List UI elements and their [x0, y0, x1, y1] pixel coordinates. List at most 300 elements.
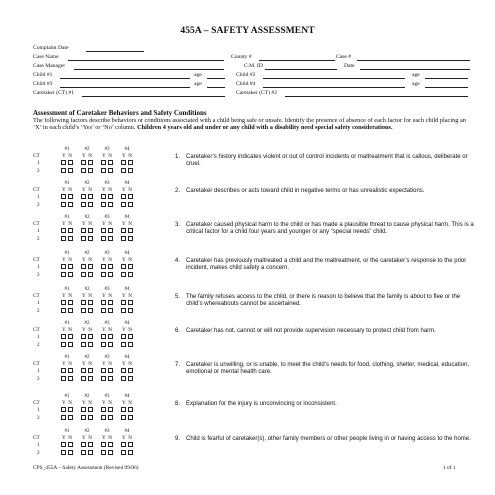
caretaker-row: [33, 236, 137, 242]
yes-no-checkbox-pair: [97, 168, 117, 174]
yes-no-label: [77, 400, 97, 406]
no-checkbox[interactable]: [88, 300, 93, 305]
caretaker-row-label: 1: [37, 407, 40, 413]
yes-checkbox[interactable]: [121, 376, 126, 381]
yes-checkbox[interactable]: [81, 300, 86, 305]
caretaker-row: [33, 450, 137, 456]
no-checkbox[interactable]: [68, 342, 73, 347]
caretaker-row: [33, 168, 137, 174]
caretaker-row-label: 2: [37, 376, 40, 382]
yes-checkbox[interactable]: [61, 168, 66, 173]
no-label: N: [88, 327, 93, 333]
yes-no-checkbox-pair: [97, 236, 117, 242]
no-checkbox[interactable]: [68, 334, 73, 339]
yes-no-checkbox-pair: [97, 194, 117, 200]
child1-field[interactable]: [60, 78, 190, 79]
yes-label: Y: [81, 361, 86, 367]
date-label: Date: [344, 63, 355, 69]
yes-label: Y: [61, 400, 66, 406]
child-number: #1: [64, 181, 70, 186]
case-manager-field[interactable]: [74, 69, 224, 70]
yes-checkbox[interactable]: [101, 368, 106, 373]
child-number: #1: [64, 147, 70, 152]
yes-no-checkbox-pair: [117, 272, 137, 278]
yes-no-checkbox-pair: [97, 376, 117, 382]
no-checkbox[interactable]: [128, 194, 133, 199]
caretaker2-field[interactable]: [285, 96, 468, 97]
yes-checkbox[interactable]: [81, 450, 86, 455]
child1-age-field[interactable]: [207, 78, 225, 79]
child2-age-field[interactable]: [425, 78, 468, 79]
child1-age-label: age: [194, 72, 202, 78]
yes-checkbox[interactable]: [121, 300, 126, 305]
no-checkbox[interactable]: [68, 407, 73, 412]
yes-checkbox[interactable]: [81, 264, 86, 269]
yes-checkbox[interactable]: [61, 264, 66, 269]
yes-no-label: [117, 435, 137, 441]
child-number: #4: [124, 251, 130, 256]
complaint-date-field[interactable]: [86, 51, 144, 52]
no-checkbox[interactable]: [108, 272, 113, 277]
item-text: Caretaker is unwilling, or is unable, to meet the child’s needs for food, clothing, shelter, medical, education, emotional or mental health care.: [186, 362, 470, 375]
yes-checkbox[interactable]: [61, 300, 66, 305]
caretaker-row: [33, 407, 137, 413]
item-number: 1.: [175, 154, 181, 160]
yes-label: Y: [81, 153, 86, 159]
child1-label: Child #1: [33, 72, 53, 78]
yes-no-checkbox-pair: [97, 368, 117, 374]
yes-no-label: [117, 361, 137, 367]
yes-no-checkbox-pair: [97, 342, 117, 348]
case-number-field[interactable]: [357, 60, 470, 61]
no-checkbox[interactable]: [128, 202, 133, 207]
yes-checkbox[interactable]: [101, 300, 106, 305]
no-checkbox[interactable]: [128, 272, 133, 277]
no-checkbox[interactable]: [88, 264, 93, 269]
child4-field[interactable]: [263, 87, 405, 88]
yes-checkbox[interactable]: [121, 202, 126, 207]
yes-label: Y: [81, 435, 86, 441]
caretaker-row: [33, 228, 137, 234]
yes-checkbox[interactable]: [121, 228, 126, 233]
no-checkbox[interactable]: [128, 450, 133, 455]
item-text: Caretaker has previously maltreated a child and the maltreatment, or the caretaker’s response to the prior incident, makes child safety a concern.: [186, 258, 467, 271]
yes-label: Y: [121, 327, 126, 333]
yes-checkbox[interactable]: [101, 450, 106, 455]
no-label: N: [88, 257, 93, 263]
no-checkbox[interactable]: [68, 272, 73, 277]
yes-no-checkbox-pair: [117, 228, 137, 234]
yes-no-checkbox-pair: [57, 264, 77, 270]
yes-checkbox[interactable]: [121, 342, 126, 347]
no-label: N: [68, 361, 73, 367]
case-name-field[interactable]: [68, 60, 224, 61]
no-checkbox[interactable]: [88, 442, 93, 447]
no-label: N: [88, 187, 93, 193]
ct-label: CT: [33, 153, 40, 159]
assessment-item: [33, 429, 478, 467]
county-field[interactable]: [259, 60, 335, 61]
no-checkbox[interactable]: [88, 236, 93, 241]
no-checkbox[interactable]: [108, 450, 113, 455]
no-checkbox[interactable]: [128, 334, 133, 339]
yes-no-checkbox-pair: [117, 202, 137, 208]
yes-no-label: [97, 293, 117, 299]
yes-checkbox[interactable]: [121, 160, 126, 165]
yes-no-checkbox-pair: [57, 194, 77, 200]
yes-checkbox[interactable]: [101, 334, 106, 339]
child-number: #2: [84, 215, 90, 220]
no-checkbox[interactable]: [88, 407, 93, 412]
no-checkbox[interactable]: [128, 228, 133, 233]
yes-checkbox[interactable]: [101, 415, 106, 420]
caretaker-row-label: 2: [37, 415, 40, 421]
no-checkbox[interactable]: [128, 300, 133, 305]
no-checkbox[interactable]: [68, 308, 73, 313]
yes-no-checkbox-pair: [117, 407, 137, 413]
caretaker-row: [33, 308, 137, 314]
yes-checkbox[interactable]: [121, 264, 126, 269]
no-checkbox[interactable]: [68, 228, 73, 233]
yes-no-checkbox-pair: [77, 407, 97, 413]
child-number: #2: [84, 147, 90, 152]
yes-checkbox[interactable]: [61, 368, 66, 373]
child4-age-field[interactable]: [425, 87, 468, 88]
yes-no-label: [57, 435, 77, 441]
date-field[interactable]: [360, 69, 470, 70]
no-label: N: [88, 435, 93, 441]
no-checkbox[interactable]: [68, 194, 73, 199]
no-checkbox[interactable]: [88, 376, 93, 381]
yes-checkbox[interactable]: [61, 236, 66, 241]
no-checkbox[interactable]: [108, 407, 113, 412]
yes-checkbox[interactable]: [61, 308, 66, 313]
caretaker-row-label: 2: [37, 168, 40, 174]
yes-checkbox[interactable]: [61, 202, 66, 207]
yes-label: Y: [81, 221, 86, 227]
yes-label: Y: [101, 153, 106, 159]
no-checkbox[interactable]: [88, 308, 93, 313]
yes-checkbox[interactable]: [121, 450, 126, 455]
caretaker-row: [33, 442, 137, 448]
yes-no-checkbox-pair: [57, 407, 77, 413]
yes-checkbox[interactable]: [101, 376, 106, 381]
no-checkbox[interactable]: [128, 264, 133, 269]
no-checkbox[interactable]: [128, 368, 133, 373]
yes-no-checkbox-pair: [97, 334, 117, 340]
no-checkbox[interactable]: [128, 168, 133, 173]
no-checkbox[interactable]: [128, 236, 133, 241]
child-number: #4: [124, 287, 130, 292]
caretaker-row: [33, 194, 137, 200]
caretaker-row: [33, 334, 137, 340]
no-checkbox[interactable]: [108, 442, 113, 447]
yes-no-label: [57, 327, 77, 333]
no-checkbox[interactable]: [88, 228, 93, 233]
item-text: Child is fearful of caretaker(s), other family members or other people living in or having access to the home.: [186, 436, 471, 442]
yes-checkbox[interactable]: [61, 407, 66, 412]
child2-field[interactable]: [263, 78, 405, 79]
no-checkbox[interactable]: [68, 236, 73, 241]
child-number: #2: [84, 394, 90, 399]
no-checkbox[interactable]: [88, 272, 93, 277]
yes-checkbox[interactable]: [61, 194, 66, 199]
item-number: 8.: [175, 401, 181, 407]
no-checkbox[interactable]: [128, 442, 133, 447]
caretaker-row: [33, 368, 137, 374]
yes-checkbox[interactable]: [81, 202, 86, 207]
caretaker-row-label: 1: [37, 334, 40, 340]
yes-checkbox[interactable]: [121, 168, 126, 173]
no-checkbox[interactable]: [88, 368, 93, 373]
yes-no-checkbox-pair: [57, 202, 77, 208]
yes-checkbox[interactable]: [101, 168, 106, 173]
yes-checkbox[interactable]: [121, 334, 126, 339]
no-checkbox[interactable]: [68, 202, 73, 207]
yes-no-header: [33, 187, 137, 193]
section-intro: [33, 117, 473, 132]
yes-label: Y: [61, 187, 66, 193]
no-checkbox[interactable]: [88, 342, 93, 347]
no-label: N: [88, 361, 93, 367]
no-checkbox[interactable]: [88, 168, 93, 173]
yes-no-checkbox-pair: [117, 376, 137, 382]
section-title: Assessment of Caretaker Behaviors and Safety Conditions: [33, 109, 207, 117]
yes-checkbox[interactable]: [101, 308, 106, 313]
yes-checkbox[interactable]: [121, 236, 126, 241]
yes-no-checkbox-pair: [97, 450, 117, 456]
yes-checkbox[interactable]: [61, 272, 66, 277]
yes-checkbox[interactable]: [61, 228, 66, 233]
yes-checkbox[interactable]: [81, 168, 86, 173]
yes-no-checkbox-pair: [117, 368, 137, 374]
yes-label: Y: [101, 187, 106, 193]
yes-no-checkbox-pair: [77, 415, 97, 421]
no-checkbox[interactable]: [108, 194, 113, 199]
no-label: N: [68, 327, 73, 333]
yes-no-header: [33, 293, 137, 299]
ct-label: CT: [33, 400, 40, 406]
yes-checkbox[interactable]: [101, 202, 106, 207]
yes-label: Y: [121, 293, 126, 299]
no-checkbox[interactable]: [88, 415, 93, 420]
yes-no-checkbox-pair: [77, 272, 97, 278]
no-checkbox[interactable]: [108, 334, 113, 339]
no-checkbox[interactable]: [68, 450, 73, 455]
no-checkbox[interactable]: [68, 264, 73, 269]
caretaker-row-label: 1: [37, 160, 40, 166]
caretaker1-label: Caretaker (CT) #1: [33, 90, 75, 96]
yes-checkbox[interactable]: [121, 194, 126, 199]
yes-checkbox[interactable]: [81, 368, 86, 373]
child-number: #4: [124, 394, 130, 399]
yes-checkbox[interactable]: [61, 450, 66, 455]
yes-checkbox[interactable]: [101, 194, 106, 199]
yes-checkbox[interactable]: [101, 342, 106, 347]
yes-checkbox[interactable]: [81, 228, 86, 233]
yes-no-checkbox-pair: [77, 168, 97, 174]
no-checkbox[interactable]: [88, 202, 93, 207]
ct-label: CT: [33, 221, 40, 227]
yes-checkbox[interactable]: [61, 376, 66, 381]
no-checkbox[interactable]: [108, 264, 113, 269]
no-checkbox[interactable]: [88, 194, 93, 199]
child-number: #3: [104, 429, 110, 434]
yes-checkbox[interactable]: [121, 272, 126, 277]
yes-no-checkbox-pair: [77, 450, 97, 456]
yes-checkbox[interactable]: [81, 272, 86, 277]
child3-age-label: age: [194, 81, 202, 87]
no-checkbox[interactable]: [68, 442, 73, 447]
caretaker-row: [33, 202, 137, 208]
caretaker-row-label: 1: [37, 228, 40, 234]
yes-checkbox[interactable]: [81, 160, 86, 165]
yes-checkbox[interactable]: [121, 368, 126, 373]
caretaker-row-label: 2: [37, 272, 40, 278]
yes-checkbox[interactable]: [81, 308, 86, 313]
yes-no-checkbox-pair: [77, 300, 97, 306]
yes-no-checkbox-pair: [77, 228, 97, 234]
caretaker-row-label: 1: [37, 442, 40, 448]
no-label: N: [68, 400, 73, 406]
yes-checkbox[interactable]: [101, 160, 106, 165]
yes-no-checkbox-pair: [97, 202, 117, 208]
yes-checkbox[interactable]: [61, 342, 66, 347]
yes-no-label: [77, 361, 97, 367]
yes-checkbox[interactable]: [81, 194, 86, 199]
no-checkbox[interactable]: [68, 415, 73, 420]
no-checkbox[interactable]: [108, 228, 113, 233]
yes-no-header: [33, 361, 137, 367]
yes-checkbox[interactable]: [81, 376, 86, 381]
no-checkbox[interactable]: [108, 415, 113, 420]
yes-checkbox[interactable]: [61, 442, 66, 447]
yes-no-label: [117, 153, 137, 159]
cm-id-field[interactable]: [265, 69, 337, 70]
yes-checkbox[interactable]: [81, 334, 86, 339]
no-label: N: [108, 257, 113, 263]
yes-no-label: [57, 257, 77, 263]
no-checkbox[interactable]: [88, 160, 93, 165]
yes-checkbox[interactable]: [81, 236, 86, 241]
yes-label: Y: [61, 221, 66, 227]
no-checkbox[interactable]: [88, 450, 93, 455]
yes-checkbox[interactable]: [121, 415, 126, 420]
yes-label: Y: [121, 361, 126, 367]
caretaker-row-label: 1: [37, 194, 40, 200]
no-checkbox[interactable]: [128, 415, 133, 420]
no-checkbox[interactable]: [128, 160, 133, 165]
yes-checkbox[interactable]: [101, 442, 106, 447]
yes-no-checkbox-pair: [97, 442, 117, 448]
yes-label: Y: [101, 257, 106, 263]
no-checkbox[interactable]: [68, 368, 73, 373]
yes-checkbox[interactable]: [121, 442, 126, 447]
yes-label: Y: [61, 257, 66, 263]
no-checkbox[interactable]: [108, 160, 113, 165]
yes-checkbox[interactable]: [81, 415, 86, 420]
yes-no-header: [33, 327, 137, 333]
no-checkbox[interactable]: [68, 300, 73, 305]
yes-no-checkbox-pair: [57, 168, 77, 174]
no-checkbox[interactable]: [88, 334, 93, 339]
ct-label: CT: [33, 257, 40, 263]
yes-checkbox[interactable]: [101, 264, 106, 269]
caretaker-row: [33, 264, 137, 270]
yes-no-label: [117, 257, 137, 263]
child3-field[interactable]: [60, 87, 190, 88]
no-checkbox[interactable]: [108, 236, 113, 241]
yes-checkbox[interactable]: [61, 415, 66, 420]
yes-no-checkbox-pair: [77, 368, 97, 374]
yes-checkbox[interactable]: [61, 334, 66, 339]
child-number: #4: [124, 355, 130, 360]
no-checkbox[interactable]: [108, 300, 113, 305]
no-checkbox[interactable]: [68, 168, 73, 173]
no-label: N: [88, 153, 93, 159]
child-number: #2: [84, 251, 90, 256]
no-checkbox[interactable]: [108, 342, 113, 347]
no-checkbox[interactable]: [128, 376, 133, 381]
yes-checkbox[interactable]: [101, 228, 106, 233]
yes-checkbox[interactable]: [61, 160, 66, 165]
child3-age-field[interactable]: [207, 87, 225, 88]
no-checkbox[interactable]: [108, 168, 113, 173]
yes-checkbox[interactable]: [81, 442, 86, 447]
no-label: N: [128, 327, 133, 333]
yes-no-label: [77, 153, 97, 159]
yes-checkbox[interactable]: [101, 236, 106, 241]
ct-label: CT: [33, 435, 40, 441]
yes-no-checkbox-pair: [97, 272, 117, 278]
child-number: #4: [124, 321, 130, 326]
intro-text: The following factors describe behaviors or conditions associated with a child being safe or unsafe. Identify the presence of absence of each factor for each child placing an ‘X’ in each child’s ‘Yes’ or ‘No’ column.: [33, 117, 466, 132]
no-checkbox[interactable]: [128, 308, 133, 313]
yes-no-checkbox-pair: [57, 334, 77, 340]
yes-no-label: [77, 435, 97, 441]
yes-no-label: [97, 361, 117, 367]
no-checkbox[interactable]: [68, 376, 73, 381]
caretaker-row-label: 2: [37, 308, 40, 314]
child-number: #2: [84, 355, 90, 360]
no-checkbox[interactable]: [108, 368, 113, 373]
caretaker1-field[interactable]: [82, 96, 225, 97]
yes-checkbox[interactable]: [101, 407, 106, 412]
assessment-item: [33, 394, 478, 432]
yes-checkbox[interactable]: [81, 407, 86, 412]
no-checkbox[interactable]: [108, 376, 113, 381]
no-label: N: [128, 153, 133, 159]
no-checkbox[interactable]: [128, 342, 133, 347]
yes-no-header: [33, 221, 137, 227]
yes-checkbox[interactable]: [81, 342, 86, 347]
child-number: #3: [104, 394, 110, 399]
yes-label: Y: [101, 327, 106, 333]
yes-no-checkbox-pair: [117, 308, 137, 314]
item-text: The family refuses access to the child, or there is reason to believe that the family is about to flee or the child’s whereabouts cannot be ascertained.: [186, 294, 461, 307]
child3-label: Child #3: [33, 81, 53, 87]
yes-checkbox[interactable]: [101, 272, 106, 277]
yes-checkbox[interactable]: [121, 407, 126, 412]
yes-no-label: [77, 187, 97, 193]
no-checkbox[interactable]: [108, 202, 113, 207]
no-checkbox[interactable]: [128, 407, 133, 412]
no-checkbox[interactable]: [68, 160, 73, 165]
no-checkbox[interactable]: [108, 308, 113, 313]
yes-checkbox[interactable]: [121, 308, 126, 313]
yes-no-checkbox-pair: [97, 228, 117, 234]
no-label: N: [88, 293, 93, 299]
